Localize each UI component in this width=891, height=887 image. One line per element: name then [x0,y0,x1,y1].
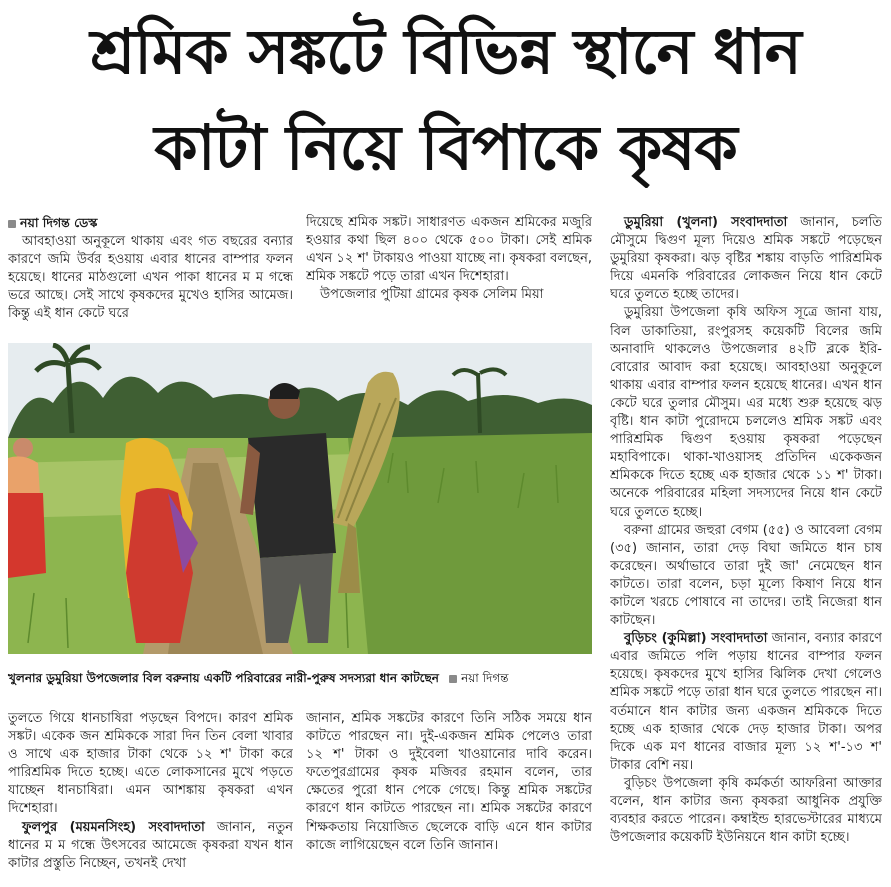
paragraph [610,214,882,304]
photo-caption [8,670,592,690]
dateline-bullet-icon [8,220,16,228]
caption-bullet-icon [449,675,457,683]
paragraph: উপজেলার পুটিয়া গ্রামের কৃষক সেলিম মিয়া [320,287,544,303]
byline-dumuria: ডুমুরিয়া (খুলনা) সংবাদদাতা [624,215,788,230]
article-column-3 [610,214,882,874]
paragraph: বুড়িচং উপজেলা কৃষি কর্মকর্তা আফরিনা আক্তার বলেন, ধান কাটার জন্য কৃষকরা আধুনিক প্রযুক্তি ব্যবহার করতে পারেন। কম্বাইন্ড হারভেস্টারের মাধ্যমে উপজেলার কয়েকটি ইউনিয়নে ধান কাটা হচ্ছে। [610,775,882,846]
paragraph: আবহাওয়া অনুকূলে থাকায় এবং গত বছরের বন্যার কারণে জমি উর্বর হওয়ায় এবার ধানের বাম্পার ফলন হয়েছে। ধানের মাঠগুলো এখন পাকা ধানের ম ম গন্ধে ভরে আছে। সেই সাথে কৃষকদের মুখেও হাসির আমেজ। কিন্তু এই ধান কেটে ঘরে [8,234,293,322]
news-photo [8,343,592,654]
paragraph: তুলতে গিয়ে ধানচাষিরা পড়ছেন বিপদে। কারণ শ্রমিক সঙ্কট। একেক জন শ্রমিককে সারা দিন তিন বেলা খাবার ও সাথে এক হাজার টাকা থেকে ১২ শ' টাকা করে পারিশ্রমিক দিতে হচ্ছে। এতে লোকসানের মুখে পড়তে যাচ্ছেন ধানচাষিরা। এমন আশঙ্কায় কৃষকরা এখন দিশেহারা। [8,711,293,817]
byline-burichong: বুড়িচং (কুমিল্লা) সংবাদদাতা [624,631,768,647]
article-column-2 [306,214,592,304]
paragraph [610,630,882,775]
headline-line-2: কাটা নিয়ে বিপাকে কৃষক [154,111,737,184]
article-column-5 [306,710,592,855]
paragraph: বরুনা গ্রামের জহুরা বেগম (৫৫) ও আবেলা বেগম (৩৫) জানান, তারা দেড় বিঘা জমিতে ধান চাষ করেছেন। অর্থাভাবে তারা দুই জা' নেমেছেন ধান কাটতে। তারা বলেন, চড়া মূল্যে কিষাণ নিয়ে ধান কাটলে খরচে পোষাবে না তাদের। তাই নিজেরা ধান কাটছেন। [610,522,882,629]
paragraph: দিয়েছে শ্রমিক সঙ্কট। সাধারণত একজন শ্রমিকের মজুরি হওয়ার কথা ছিল ৪০০ থেকে ৫০০ টাকা। সেই শ্রমিক এখন ১২ শ' টাকায়ও পাওয়া যাচ্ছে না। কৃষকরা বলছেন, শ্রমিক সঙ্কটে পড়ে তারা এখন দিশেহারা। [306,215,592,285]
paragraph: জানান, শ্রমিক সঙ্কটের কারণে তিনি সঠিক সময়ে ধান কাটতে পারছেন না। দুই-একজন শ্রমিক পেলেও তারা ১২ শ' টাকা ও দুইবেলা খাওয়ানোর দাবি করেন। ফতেপুরগ্রামের কৃষক মজিবর রহমান বলেন, তার ক্ষেতের পুরো ধান পেকে গেছে। কিন্তু শ্রমিক সঙ্কটের কারণে ধান কাটতে পারছেন না। শ্রমিক সঙ্কটের কারণে শিক্ষকতায় নিয়োজিত ছেলেকে বাড়ি এনে ধান কাটার কাজে লাগিয়েছেন বলে তিনি জানান। [306,711,592,853]
paragraph-text: জানান, চলতি মৌসুমে দ্বিগুণ মূল্য দিয়েও শ্রমিক সঙ্কটে পড়েছেন ডুমুরিয়া কৃষকরা। ঝড় বৃষ্টির শঙ্কায় বাড়তি পারিশ্রমিক দিয়ে এমনকি পরিবারের লোকজন নিয়ে ধান কেটে ঘরে তুলতে হচ্ছে তাদের। [610,215,882,303]
paragraph: ডুমুরিয়া উপজেলা কৃষি অফিস সূত্রে জানা যায়, বিল ডাকাতিয়া, রংপুরসহ কয়েকটি বিলের জমি অনাবাদি থাকলেও উপজেলার ৪২টি ব্লকে ইরি-বোরোর আবাদ করা হয়েছে। আবহাওয়া অনুকূলে থাকায় এবার বাম্পার ফলন হয়েছে ধানের। এখন ধান কেটে ঘরে তুলার মৌসুম। এর মধ্যে শুরু হয়েছে ঝড় বৃষ্টি। ধান কাটা পুরোদমে চললেও শ্রমিক সঙ্কট এবং পারিশ্রমিক দ্বিগুণ হওয়ায় কৃষকরা পড়েছেন মহাবিপাকে। থাকা-খাওয়াসহ প্রতিদিন একেকজন শ্রমিককে দিতে হচ্ছে এক হাজার থেকে ১১ শ' টাকা। অনেকে পরিবারের মহিলা সদস্যদের নিয়ে ধান কেটে ঘরে তুলতে হচ্ছে। [610,305,882,520]
headline-line-1: শ্রমিক সঙ্কটে বিভিন্ন স্থানে ধান [90,15,801,88]
caption-text: খুলনার ডুমুরিয়া উপজেলার বিল বরুনায় একটি পরিবারের নারী-পুরুষ সদস্যরা ধান কাটছেন [8,671,439,685]
article-column-4 [8,710,293,873]
paragraph-text: জানান, নতুন ধানের ম ম গন্ধে উৎসবের আমেজে কৃষকরা যখন ধান কাটার প্রস্তুতি নিচ্ছেন, তখনই দেখা [8,819,293,871]
dateline-source: নয়া দিগন্ত ডেস্ক [20,215,98,230]
paragraph [8,819,293,873]
paragraph-text: জানান, বন্যার কারণে এবার জমিতে পলি পড়ায় ধানের বাম্পার ফলন হয়েছে। কৃষকদের মুখে হাসির ঝিলিক দেখা গেলেও শ্রমিক সঙ্কটে পড়ে তারা ধান ঘরে তুলতে পারছেন না। বর্তমানে ধান কাটার জন্য একজন শ্রমিককে দিতে হচ্ছে এক হাজার থেকে দেড় হাজার টাকা। অপর দিকে এক মণ ধানের বাজার মূল্য ১২ শ'-১৩ শ' টাকার বেশি নয়। [610,631,882,773]
dateline [8,214,293,233]
photo-illustration [8,343,592,654]
caption-source: নয়া দিগন্ত [461,671,509,685]
byline-phulpur: ফুলপুর (ময়মনসিংহ) সংবাদদাতা [22,819,205,835]
article-column-1 [8,214,293,324]
